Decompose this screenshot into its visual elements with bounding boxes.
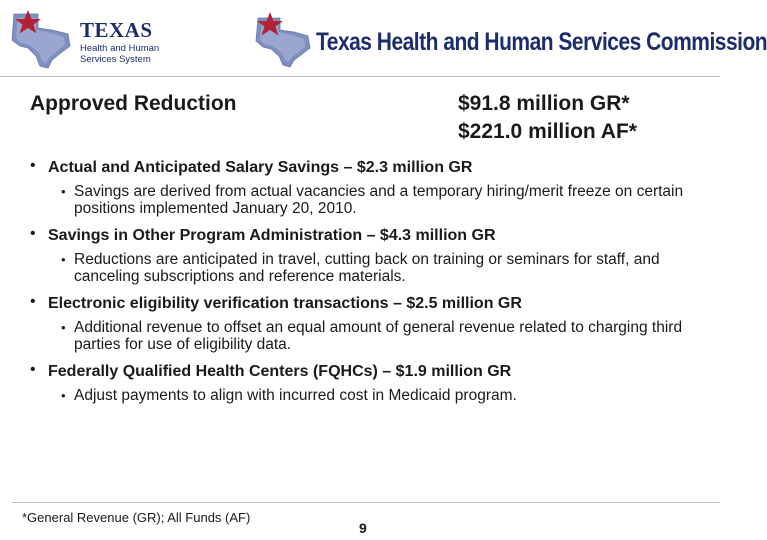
item-detail — [30, 179, 710, 225]
footer-divider — [12, 502, 720, 503]
sub-bullet-icon: • — [61, 320, 66, 335]
sub-bullet-icon: • — [61, 252, 66, 267]
item-detail-text: Reductions are anticipated in travel, cutting back on training or seminars for staff, and canceling subscriptions and reference materials. — [74, 251, 660, 285]
item-detail — [30, 247, 710, 293]
commission-title: Texas Health and Human Services Commission — [316, 28, 767, 56]
sub-bullet-icon: • — [61, 388, 66, 403]
item-title: Electronic eligibility verification transactions – $2.5 million GR — [48, 295, 522, 312]
item-detail-text: Savings are derived from actual vacancies and a temporary hiring/merit freeze on certain positions implemented January 20, 2010. — [74, 183, 684, 217]
list-item — [30, 361, 710, 412]
amount-gr: $91.8 million GR* — [458, 92, 630, 115]
item-detail — [30, 383, 710, 412]
reduction-list — [30, 157, 710, 412]
bullet-icon: • — [30, 293, 36, 310]
item-detail-text: Additional revenue to offset an equal amount of general revenue related to charging third parties for use of eligibility data. — [74, 319, 683, 353]
bullet-icon: • — [30, 157, 36, 174]
item-detail-text: Adjust payments to align with incurred cost in Medicaid program. — [74, 387, 517, 404]
item-detail — [30, 315, 710, 361]
texas-hhs-system-logo — [8, 10, 178, 72]
texas-map-star-icon — [8, 10, 74, 70]
item-title: Actual and Anticipated Salary Savings – $2.3 million GR — [48, 159, 473, 176]
list-item — [30, 225, 710, 293]
list-item — [30, 293, 710, 361]
logo-texas-text: TEXAS — [80, 18, 153, 42]
item-title: Savings in Other Program Administration – $4.3 million GR — [48, 227, 496, 244]
list-item — [30, 157, 710, 225]
sub-bullet-icon: • — [61, 184, 66, 199]
bullet-icon: • — [30, 361, 36, 378]
hhsc-logo — [252, 12, 767, 72]
page-number: 9 — [359, 520, 367, 536]
item-title: Federally Qualified Health Centers (FQHCs) – $1.9 million GR — [48, 363, 512, 380]
texas-map-star-icon — [252, 12, 314, 68]
bullet-icon: • — [30, 225, 36, 242]
amount-af: $221.0 million AF* — [458, 120, 637, 143]
header-divider — [0, 76, 720, 77]
footnote: *General Revenue (GR); All Funds (AF) — [22, 510, 251, 525]
slide-heading: Approved Reduction — [30, 92, 237, 115]
logo-subtitle-text: Health and Human Services System — [80, 43, 160, 65]
